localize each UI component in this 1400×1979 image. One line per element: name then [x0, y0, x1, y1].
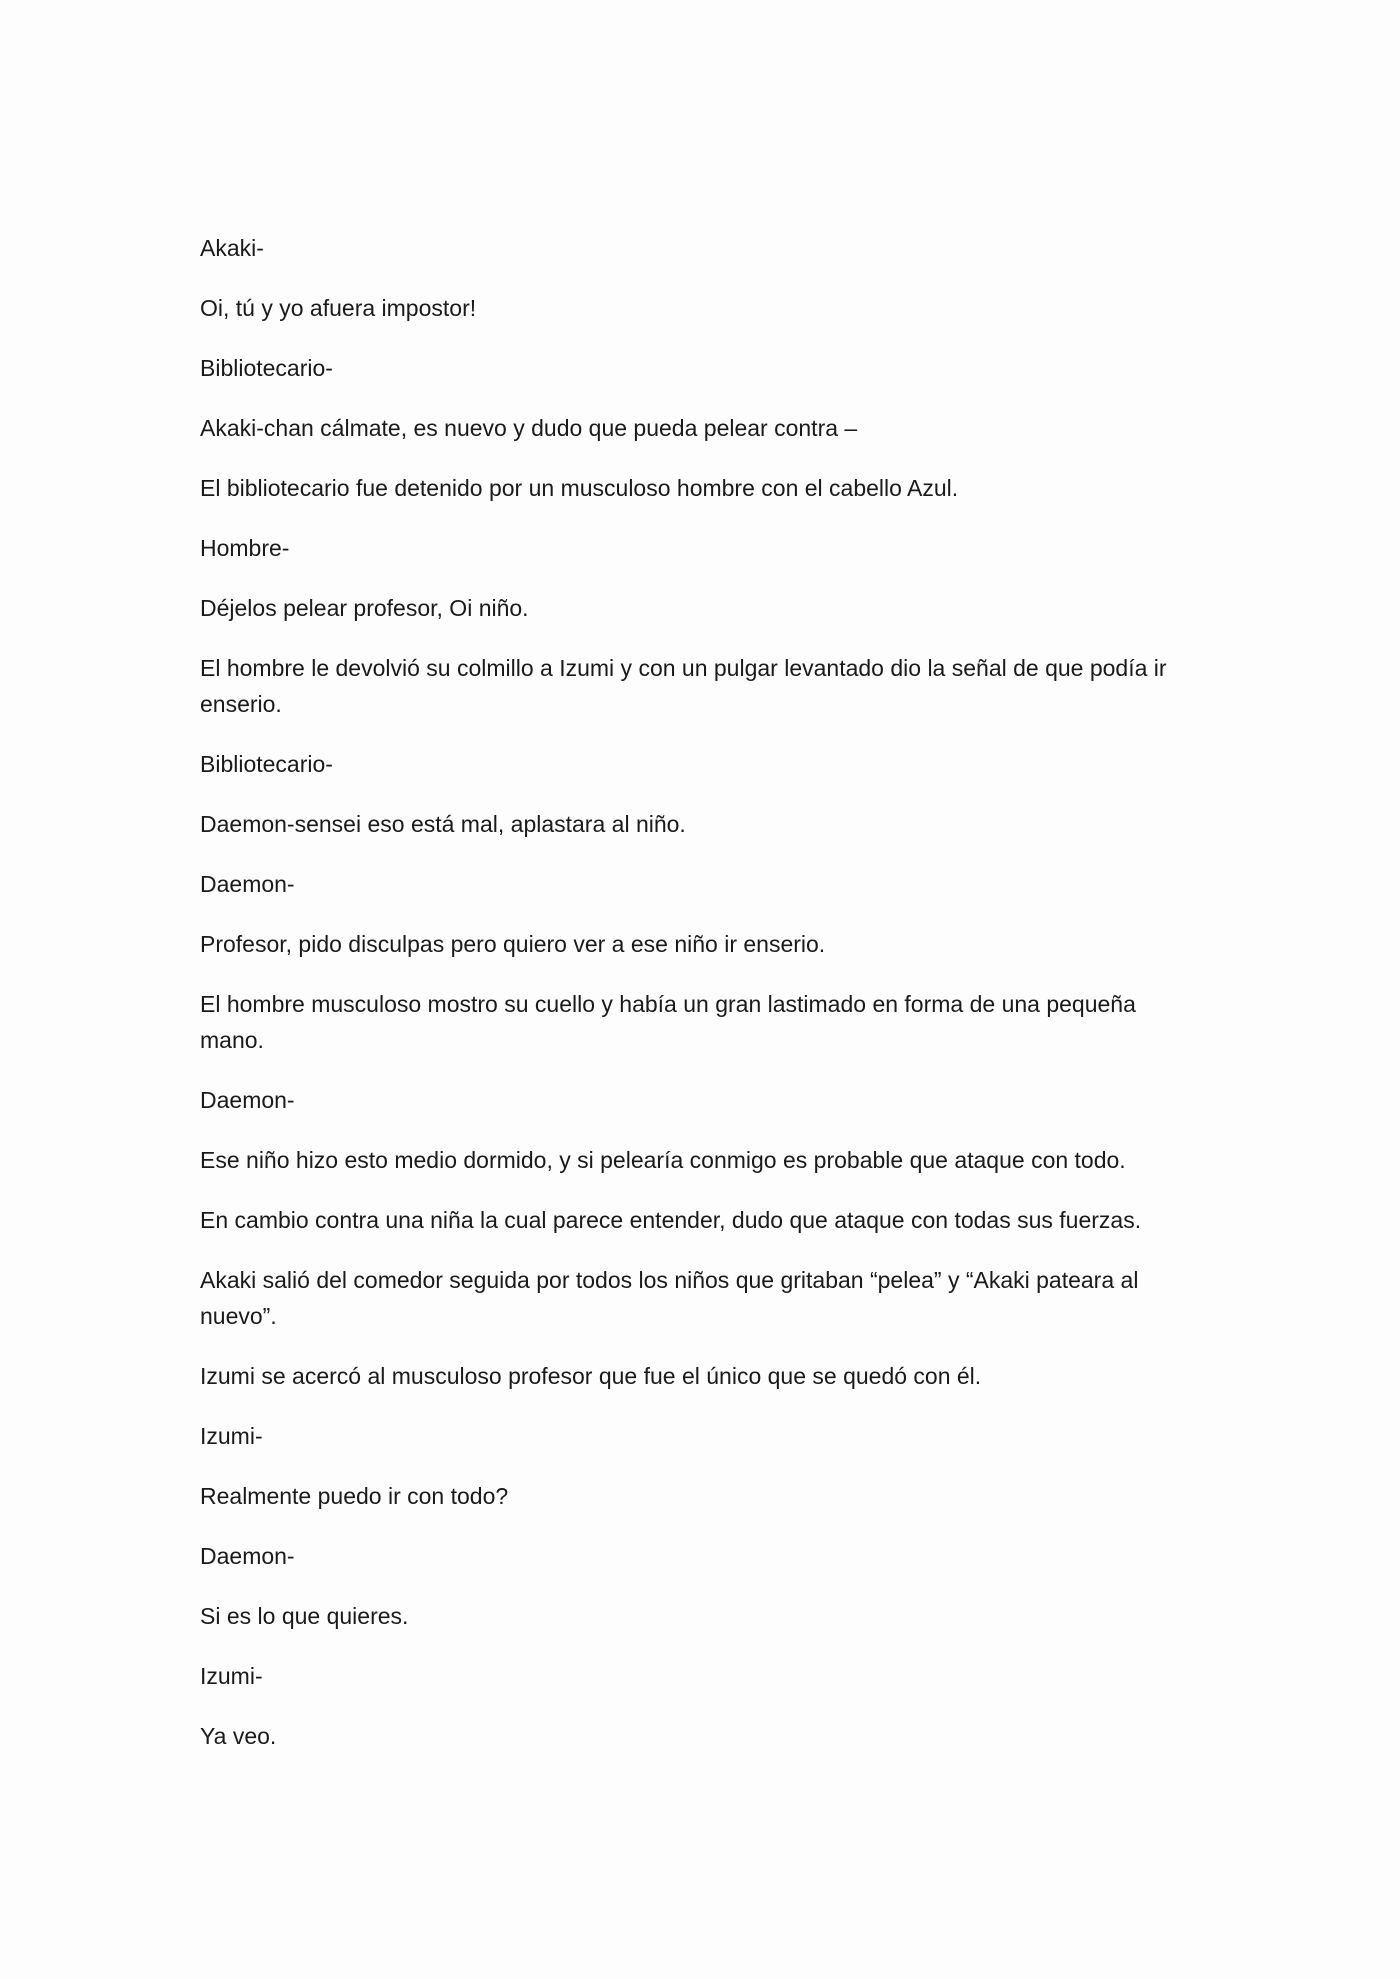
document-page — [200, 230, 1200, 1778]
dialogue-line: Oi, tú y yo afuera impostor! — [200, 295, 477, 321]
speaker-label: Bibliotecario- — [200, 355, 333, 381]
narration-paragraph: Izumi se acercó al musculoso profesor que fue el único que se quedó con él. — [200, 1363, 982, 1389]
speaker-label: Daemon- — [200, 871, 295, 897]
dialogue-line: Daemon-sensei eso está mal, aplastara al niño. — [200, 811, 686, 837]
narration-paragraph: El hombre le devolvió su colmillo a Izumi y con un pulgar levantado dio la señal de que podía ir enserio. — [200, 655, 1167, 717]
dialogue-line: En cambio contra una niña la cual parece entender, dudo que ataque con todas sus fuerzas. — [200, 1207, 1142, 1233]
speaker-label: Bibliotecario- — [200, 751, 333, 777]
dialogue-line: Ya veo. — [200, 1723, 277, 1749]
speaker-label: Izumi- — [200, 1423, 263, 1449]
speaker-label: Hombre- — [200, 535, 290, 561]
narration-paragraph: El hombre musculoso mostro su cuello y había un gran lastimado en forma de una pequeña mano. — [200, 991, 1136, 1053]
speaker-label: Daemon- — [200, 1543, 295, 1569]
narration-paragraph: El bibliotecario fue detenido por un musculoso hombre con el cabello Azul. — [200, 475, 959, 501]
dialogue-line: Akaki-chan cálmate, es nuevo y dudo que pueda pelear contra – — [200, 415, 858, 441]
narration-paragraph: Akaki salió del comedor seguida por todos los niños que gritaban “pelea” y “Akaki pateara al nuevo”. — [200, 1267, 1139, 1329]
dialogue-line: Si es lo que quieres. — [200, 1603, 409, 1629]
speaker-label: Akaki- — [200, 235, 264, 261]
dialogue-line: Realmente puedo ir con todo? — [200, 1483, 509, 1509]
dialogue-line: Ese niño hizo esto medio dormido, y si pelearía conmigo es probable que ataque con todo. — [200, 1147, 1126, 1173]
dialogue-line: Déjelos pelear profesor, Oi niño. — [200, 595, 529, 621]
speaker-label: Izumi- — [200, 1663, 263, 1689]
speaker-label: Daemon- — [200, 1087, 295, 1113]
dialogue-line: Profesor, pido disculpas pero quiero ver a ese niño ir enserio. — [200, 931, 826, 957]
